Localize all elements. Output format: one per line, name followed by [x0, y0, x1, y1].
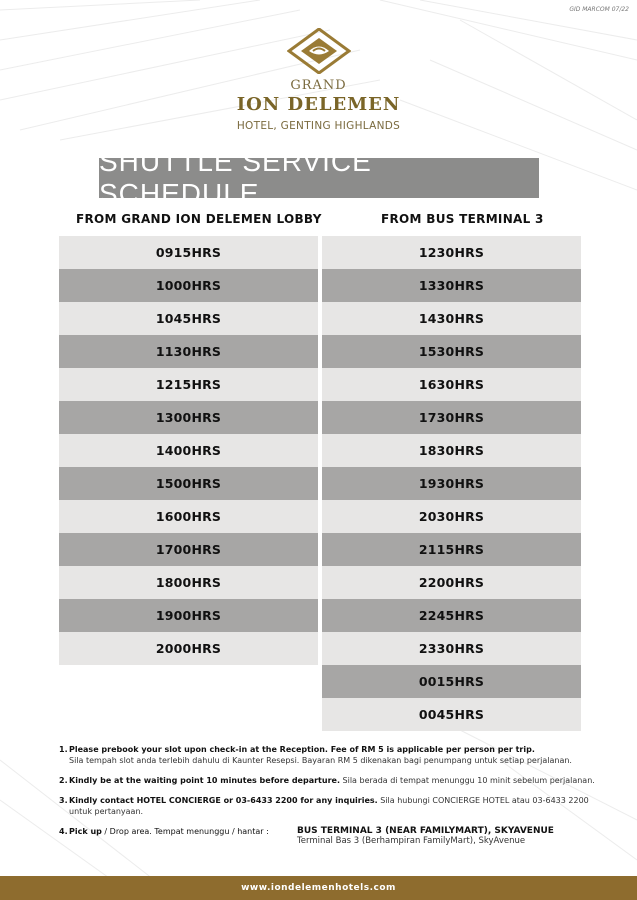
lobby-time-row: 1045HRS: [59, 302, 318, 335]
page-title: SHUTTLE SERVICE SCHEDULE: [99, 158, 539, 198]
lobby-time-row: 1700HRS: [59, 533, 318, 566]
note-1: [59, 744, 599, 766]
note-3: [59, 795, 599, 817]
note-number: 4.: [59, 827, 68, 836]
note-number: 1.: [59, 745, 68, 754]
lobby-time-row: 1500HRS: [59, 467, 318, 500]
lobby-time-row: 1900HRS: [59, 599, 318, 632]
hotel-logo-icon: [287, 28, 351, 74]
lobby-time-row: 1600HRS: [59, 500, 318, 533]
pickup-label: [69, 826, 297, 847]
notes-section: [59, 744, 599, 856]
note-2: [59, 775, 599, 786]
lobby-time-row: 2000HRS: [59, 632, 318, 665]
left-column-header: FROM GRAND ION DELEMEN LOBBY: [76, 212, 322, 226]
note-number: 2.: [59, 776, 68, 785]
lobby-time-row: 1130HRS: [59, 335, 318, 368]
pickup-location-ms: Terminal Bas 3 (Berhampiran FamilyMart), SkyAvenue: [297, 836, 526, 846]
lobby-time-row: 1300HRS: [59, 401, 318, 434]
lobby-time-row: 1215HRS: [59, 368, 318, 401]
note-text-ms: Sila berada di tempat menunggu 10 minit sebelum perjalanan.: [342, 776, 595, 785]
terminal-time-row: 0015HRS: [322, 665, 581, 698]
website-link[interactable]: www.iondelemenhotels.com: [0, 876, 637, 900]
note-number: 3.: [59, 796, 68, 805]
pickup-location-en: BUS TERMINAL 3 (NEAR FAMILYMART), SKYAVENUE: [297, 826, 554, 836]
terminal-time-row: 2200HRS: [322, 566, 581, 599]
note-text-en: Kindly contact HOTEL CONCIERGE or 03-6433 2200 for any inquiries.: [69, 796, 378, 805]
note-text-ms: Sila hubungi CONCIERGE HOTEL atau 03-6433 2200 untuk pertanyaan.: [69, 796, 589, 816]
terminal-time-row: 2330HRS: [322, 632, 581, 665]
terminal-time-row: 2030HRS: [322, 500, 581, 533]
terminal-time-row: 1730HRS: [322, 401, 581, 434]
document-code: GID MARCOM 07/22: [569, 6, 629, 13]
note-text-en: Kindly be at the waiting point 10 minutes before departure.: [69, 776, 340, 785]
right-column-header: FROM BUS TERMINAL 3: [381, 212, 544, 226]
brand-location: HOTEL, GENTING HIGHLANDS: [236, 120, 401, 132]
terminal-time-row: 1530HRS: [322, 335, 581, 368]
lobby-schedule-table: [59, 236, 318, 665]
note-text-en: Please prebook your slot upon check-in at the Reception. Fee of RM 5 is applicable per person per trip.: [69, 745, 535, 754]
terminal-time-row: 1430HRS: [322, 302, 581, 335]
terminal-time-row: 1930HRS: [322, 467, 581, 500]
terminal-schedule-table: [322, 236, 581, 731]
terminal-time-row: 2115HRS: [322, 533, 581, 566]
terminal-time-row: 1630HRS: [322, 368, 581, 401]
lobby-time-row: 1400HRS: [59, 434, 318, 467]
pickup-label-en: Pick up: [69, 827, 102, 836]
note-4-pickup: [59, 826, 599, 847]
terminal-time-row: 1330HRS: [322, 269, 581, 302]
brand-name: ION DELEMEN: [236, 94, 401, 115]
lobby-time-row: 1000HRS: [59, 269, 318, 302]
terminal-time-row: 2245HRS: [322, 599, 581, 632]
note-text-ms: Sila tempah slot anda terlebih dahulu di Kaunter Resepsi. Bayaran RM 5 dikenakan bagi penumpang untuk setiap perjalanan.: [69, 756, 572, 765]
lobby-time-row: 1800HRS: [59, 566, 318, 599]
terminal-time-row: 0045HRS: [322, 698, 581, 731]
brand-grand: GRAND: [290, 78, 347, 93]
terminal-time-row: 1830HRS: [322, 434, 581, 467]
pickup-label-rest: Drop area. Tempat menunggu / hantar :: [109, 827, 269, 836]
pickup-label-sep: /: [101, 827, 110, 836]
terminal-time-row: 1230HRS: [322, 236, 581, 269]
lobby-time-row: 0915HRS: [59, 236, 318, 269]
